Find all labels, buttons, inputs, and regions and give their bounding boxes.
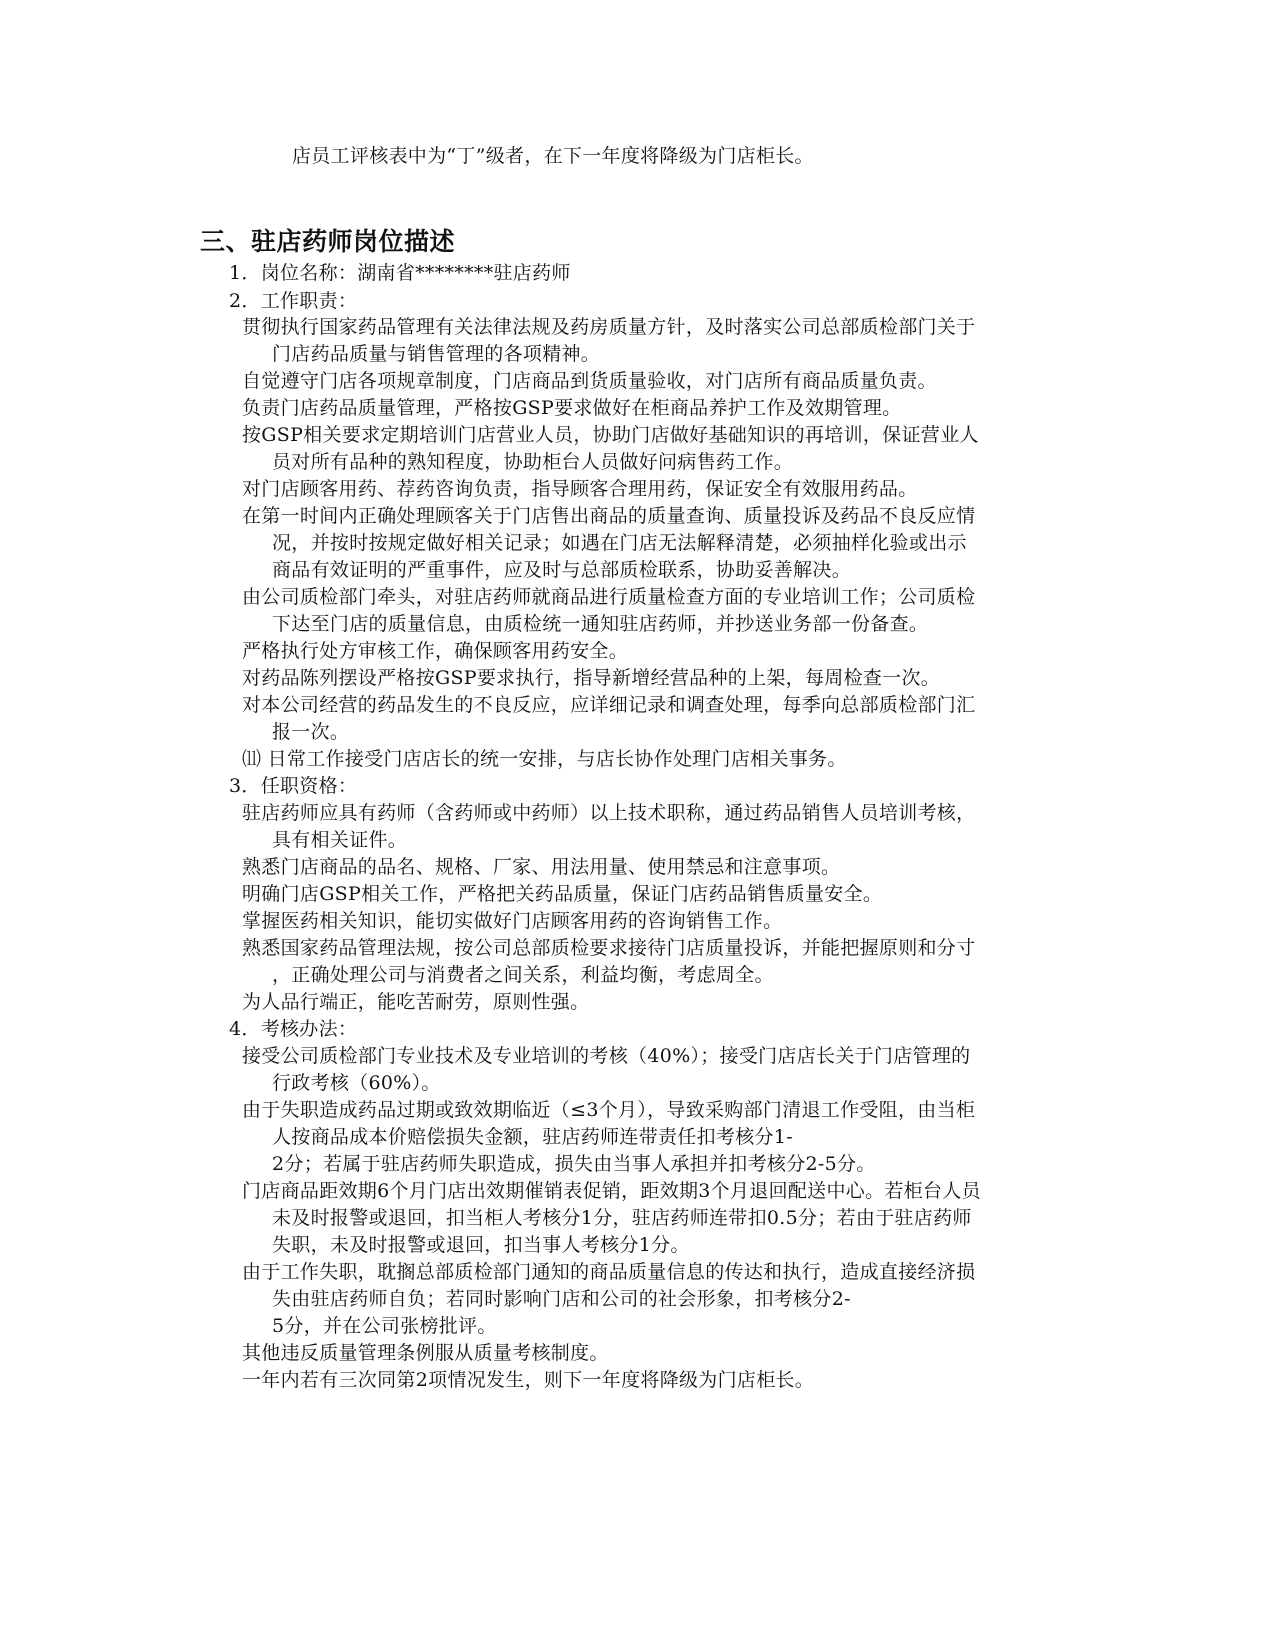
qualification-item-1-line-1: 驻店药师应具有药师（含药师或中药师）以上技术职称，通过药品销售人员培训考核， (242, 802, 976, 824)
duty-item-6-line-2: 况，并按时按规定做好相关记录；如遇在门店无法解释清楚，必须抽样化验或出示 (272, 532, 967, 554)
assessment-item-4-line-3: 5分，并在公司张榜批评。 (272, 1315, 497, 1337)
section-title: 三、驻店药师岗位描述 (200, 227, 456, 256)
duty-item-3: 负责门店药品质量管理，严格按GSP要求做好在柜商品养护工作及效期管理。 (242, 397, 902, 419)
qualification-item-2: 熟悉门店商品的品名、规格、厂家、用法用量、使用禁忌和注意事项。 (242, 856, 841, 878)
duty-item-10-line-1: 对本公司经营的药品发生的不良反应，应详细记录和调查处理，每季向总部质检部门汇 (242, 694, 976, 716)
qualification-item-4: 掌握医药相关知识，能切实做好门店顾客用药的咨询销售工作。 (242, 910, 783, 932)
duty-item-1-line-1: 贯彻执行国家药品管理有关法律法规及药房质量方针，及时落实公司总部质检部门关于 (242, 316, 976, 338)
duty-item-6-line-1: 在第一时间内正确处理顾客关于门店售出商品的质量查询、质量投诉及药品不良反应情 (242, 505, 976, 527)
assessment-item-3-line-1: 门店商品距效期6个月门店出效期催销表促销，距效期3个月退回配送中心。若柜台人员 (242, 1180, 981, 1202)
qualification-item-3: 明确门店GSP相关工作，严格把关药品质量，保证门店药品销售质量安全。 (242, 883, 883, 905)
assessment-item-1-line-1: 接受公司质检部门专业技术及专业培训的考核（40%）；接受门店店长关于门店管理的 (242, 1045, 971, 1067)
assessment-item-4-line-1: 由于工作失职，耽搁总部质检部门通知的商品质量信息的传达和执行，造成直接经济损 (242, 1261, 976, 1283)
duty-item-10-line-2: 报一次。 (272, 721, 350, 743)
assessment-item-2-line-1: 由于失职造成药品过期或致效期临近（≤3个月），导致采购部门清退工作受阻，由当柜 (242, 1099, 976, 1121)
duty-item-7-line-2: 下达至门店的质量信息，由质检统一通知驻店药师，并抄送业务部一份备查。 (272, 613, 929, 635)
qualification-item-1-line-2: 具有相关证件。 (272, 829, 408, 851)
assessment-item-1-line-2: 行政考核（60%）。 (272, 1072, 441, 1094)
duty-item-4-line-1: 按GSP相关要求定期培训门店营业人员，协助门店做好基础知识的再培训，保证营业人 (242, 424, 979, 446)
qualification-item-5-line-1: 熟悉国家药品管理法规，按公司总部质检要求接待门店质量投诉，并能把握原则和分寸 (242, 937, 976, 959)
assessment-item-2-line-2: 人按商品成本价赔偿损失金额，驻店药师连带责任扣考核分1- (272, 1126, 793, 1148)
intro-line: 店员工评核表中为“丁”级者，在下一年度将降级为门店柜长。 (292, 145, 814, 167)
qualification-item-6: 为人品行端正，能吃苦耐劳，原则性强。 (242, 991, 590, 1013)
duties-heading: 2．工作职责： (229, 290, 358, 312)
qualification-item-5-line-2: ，正确处理公司与消费者之间关系，利益均衡，考虑周全。 (272, 964, 774, 986)
duty-item-2: 自觉遵守门店各项规章制度，门店商品到货质量验收，对门店所有商品质量负责。 (242, 370, 937, 392)
duty-item-8: 严格执行处方审核工作，确保顾客用药安全。 (242, 640, 629, 662)
assessment-heading: 4．考核办法： (229, 1018, 358, 1040)
duty-item-9: 对药品陈列摆设严格按GSP要求执行，指导新增经营品种的上架，每周检查一次。 (242, 667, 941, 689)
assessment-item-3-line-3: 失职，未及时报警或退回，扣当事人考核分1分。 (272, 1234, 690, 1256)
assessment-item-5: 其他违反质量管理条例服从质量考核制度。 (242, 1342, 609, 1364)
duty-item-6-line-3: 商品有效证明的严重事件，应及时与总部质检联系，协助妥善解决。 (272, 559, 852, 581)
position-name: 1．岗位名称：湖南省********驻店药师 (229, 262, 571, 284)
duty-item-7-line-1: 由公司质检部门牵头，对驻店药师就商品进行质量检查方面的专业培训工作；公司质检 (242, 586, 976, 608)
duty-item-4-line-2: 员对所有品种的熟知程度，协助柜台人员做好问病售药工作。 (272, 451, 794, 473)
assessment-item-3-line-2: 未及时报警或退回，扣当柜人考核分1分，驻店药师连带扣0.5分；若由于驻店药师 (272, 1207, 972, 1229)
duty-item-11: ⑾ 日常工作接受门店店长的统一安排，与店长协作处理门店相关事务。 (242, 748, 847, 770)
assessment-item-4-line-2: 失由驻店药师自负；若同时影响门店和公司的社会形象，扣考核分2- (272, 1288, 851, 1310)
assessment-item-6: 一年内若有三次同第2项情况发生，则下一年度将降级为门店柜长。 (242, 1369, 815, 1391)
duty-item-5: 对门店顾客用药、荐药咨询负责，指导顾客合理用药，保证安全有效服用药品。 (242, 478, 918, 500)
qualifications-heading: 3．任职资格： (229, 775, 358, 797)
assessment-item-2-line-3: 2分；若属于驻店药师失职造成，损失由当事人承担并扣考核分2-5分。 (272, 1153, 876, 1175)
duty-item-1-line-2: 门店药品质量与销售管理的各项精神。 (272, 343, 601, 365)
